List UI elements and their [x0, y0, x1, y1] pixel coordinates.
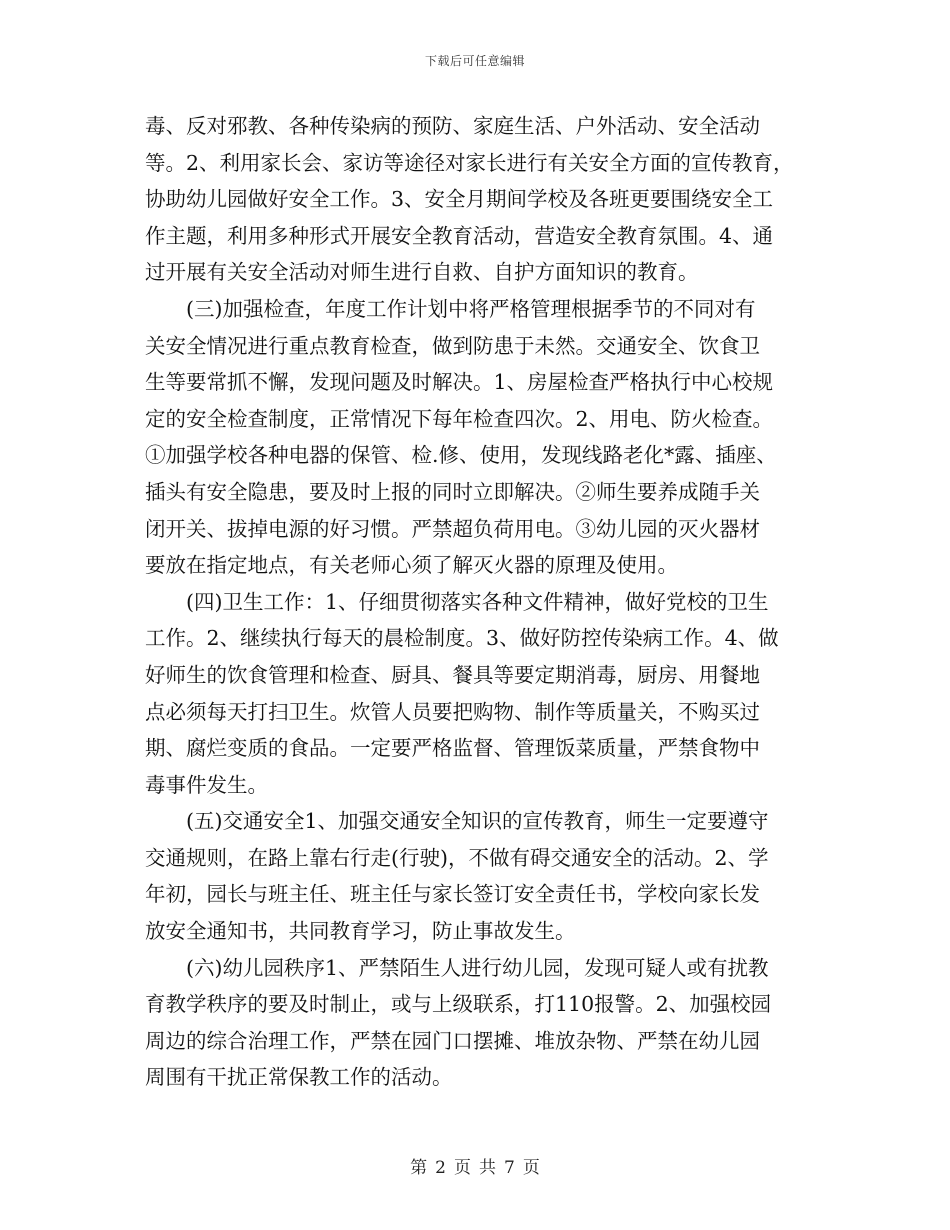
body-line: 闭开关、拔掉电源的好习惯。严禁超负荷用电。③幼儿园的灭火器材 [145, 516, 760, 541]
body-line: ①加强学校各种电器的保管、检.修、使用，发现线路老化*露、插座、 [145, 443, 777, 468]
page-footer [0, 1153, 950, 1178]
body-line: 年初，园长与班主任、班主任与家长签订安全责任书，学校向家长发 [145, 882, 760, 907]
body-line: 毒事件发生。 [145, 772, 268, 797]
body-line: 毒、反对邪教、各种传染病的预防、家庭生活、户外活动、安全活动 [145, 114, 760, 138]
body-line: 过开展有关安全活动对师生进行自救、自护方面知识的教育。 [145, 260, 699, 285]
body-line: 周围有干扰正常保教工作的活动。 [145, 1065, 453, 1090]
body-line: 期、腐烂变质的食品。一定要严格监督、管理饭菜质量，严禁食物中 [145, 736, 760, 761]
body-line: 定的安全检查制度，正常情况下每年检查四次。2、用电、防火检查。 [145, 406, 774, 431]
body-line: 工作。2、继续执行每天的晨检制度。3、做好防控传染病工作。4、做 [145, 626, 779, 651]
body-line: 要放在指定地点，有关老师心须了解灭火器的原理及使用。 [145, 553, 678, 578]
body-line: 协助幼儿园做好安全工作。3、安全月期间学校及各班更要围绕安全工 [145, 187, 774, 212]
body-line: 点必须每天打扫卫生。炊管人员要把购物、制作等质量关，不购买过 [145, 699, 760, 724]
page-header: 下载后可任意编辑 [424, 54, 525, 68]
footer-ye2: 页 [522, 1158, 540, 1178]
body-line: 周边的综合治理工作，严禁在园门口摆摊、堆放杂物、严禁在幼儿园 [145, 1028, 760, 1053]
paragraph-start-line: (五)交通安全1、加强交通安全知识的宣传教育，师生一定要遵守 [186, 809, 769, 834]
body-line: 作主题，利用多种形式开展安全教育活动，营造安全教育氛围。4、通 [145, 223, 774, 248]
body-line: 关安全情况进行重点教育检查，做到防患于未然。交通安全、饮食卫 [145, 333, 760, 358]
body-line: 等。2、利用家长会、家访等途径对家长进行有关安全方面的宣传教育， [145, 150, 794, 175]
body-line: 好师生的饮食管理和检查、厨具、餐具等要定期消毒，厨房、用餐地 [145, 662, 760, 687]
body-line: 插头有安全隐患，要及时上报的同时立即解决。②师生要养成随手关 [145, 479, 760, 504]
footer-total-pages: 7 [504, 1158, 515, 1178]
paragraph-start-line: (三)加强检查，年度工作计划中将严格管理根据季节的不同对有 [186, 296, 756, 321]
body-line: 生等要常抓不懈，发现问题及时解决。1、房屋检查严格执行中心校规 [145, 370, 774, 395]
body-line: 放安全通知书，共同教育学习，防止事故发生。 [145, 919, 576, 944]
footer-page-number: 2 [435, 1158, 446, 1178]
body-line: 育教学秩序的要及时制止，或与上级联系，打110报警。2、加强校园 [145, 992, 772, 1017]
document-body [145, 108, 805, 1096]
body-line: 交通规则，在路上靠右行走(行驶)，不做有碍交通安全的活动。2、学 [145, 845, 769, 870]
footer-ye: 页 [454, 1158, 471, 1178]
footer-di: 第 [410, 1158, 428, 1178]
footer-gong: 共 [479, 1158, 496, 1178]
paragraph-start-line: (四)卫生工作：1、仔细贯彻落实各种文件精神，做好党校的卫生 [186, 589, 769, 614]
paragraph-start-line: (六)幼儿园秩序1、严禁陌生人进行幼儿园，发现可疑人或有扰教 [186, 955, 769, 980]
